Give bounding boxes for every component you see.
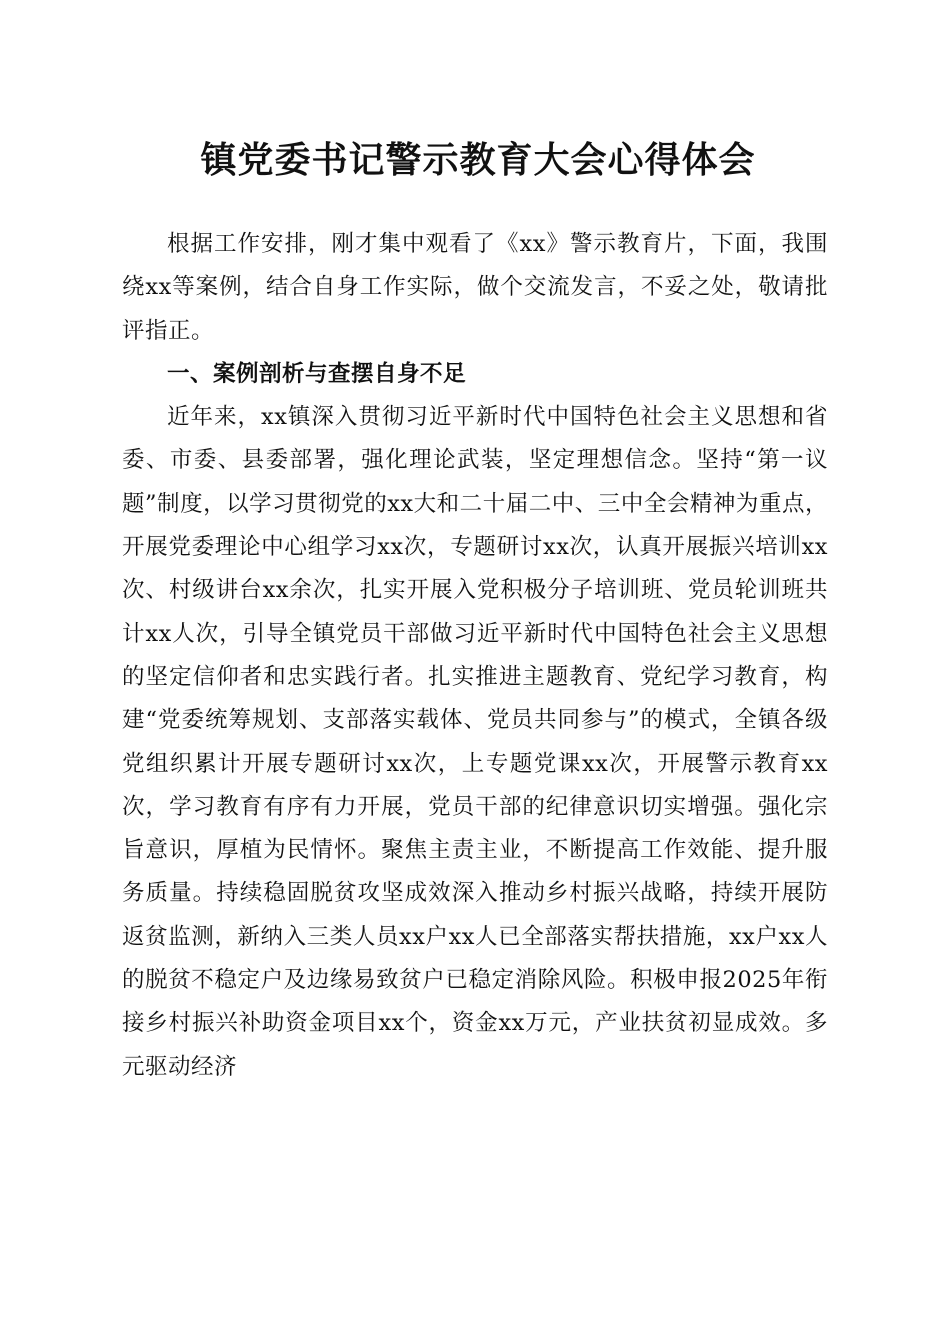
section-heading: 一、案例剖析与查摆自身不足 xyxy=(167,360,467,387)
document-title: 镇党委书记警示教育大会心得体会 xyxy=(200,139,756,181)
intro-paragraph: 根据工作安排，刚才集中观看了《xx》警示教育片，下面，我围绕xx等案例，结合自身工作实际，做个交流发言，不妥之处，敬请批评指正。 xyxy=(122,231,828,344)
document-page xyxy=(122,130,828,1089)
body-paragraph: 近年来，xx镇深入贯彻习近平新时代中国特色社会主义思想和省委、市委、县委部署，强化理论武装，坚定理想信念。坚持“第一议题”制度，以学习贯彻党的xx大和二十届二中、三中全会精神为重点，开展党委理论中心组学习xx次，专题研讨xx次，认真开展振兴培训xx次、村级讲台xx余次，扎实开展入党积极分子培训班、党员轮训班共计xx人次，引导全镇党员干部做习近平新时代中国特色社会主义思想的坚定信仰者和忠实践行者。扎实推进主题教育、党纪学习教育，构建“党委统筹规划、支部落实载体、党员共同参与”的模式，全镇各级党组织累计开展专题研讨xx次，上专题党课xx次，开展警示教育xx次，学习教育有序有力开展，党员干部的纪律意识切实增强。强化宗旨意识，厚植为民情怀。聚焦主责主业，不断提高工作效能、提升服务质量。持续稳固脱贫攻坚成效深入推动乡村振兴战略，持续开展防返贫监测，新纳入三类人员xx户xx人已全部落实帮扶措施，xx户xx人的脱贫不稳定户及边缘易致贫户已稳定消除风险。积极申报2025年衔接乡村振兴补助资金项目xx个，资金xx万元，产业扶贫初显成效。多元驱动经济 xyxy=(122,404,828,1080)
